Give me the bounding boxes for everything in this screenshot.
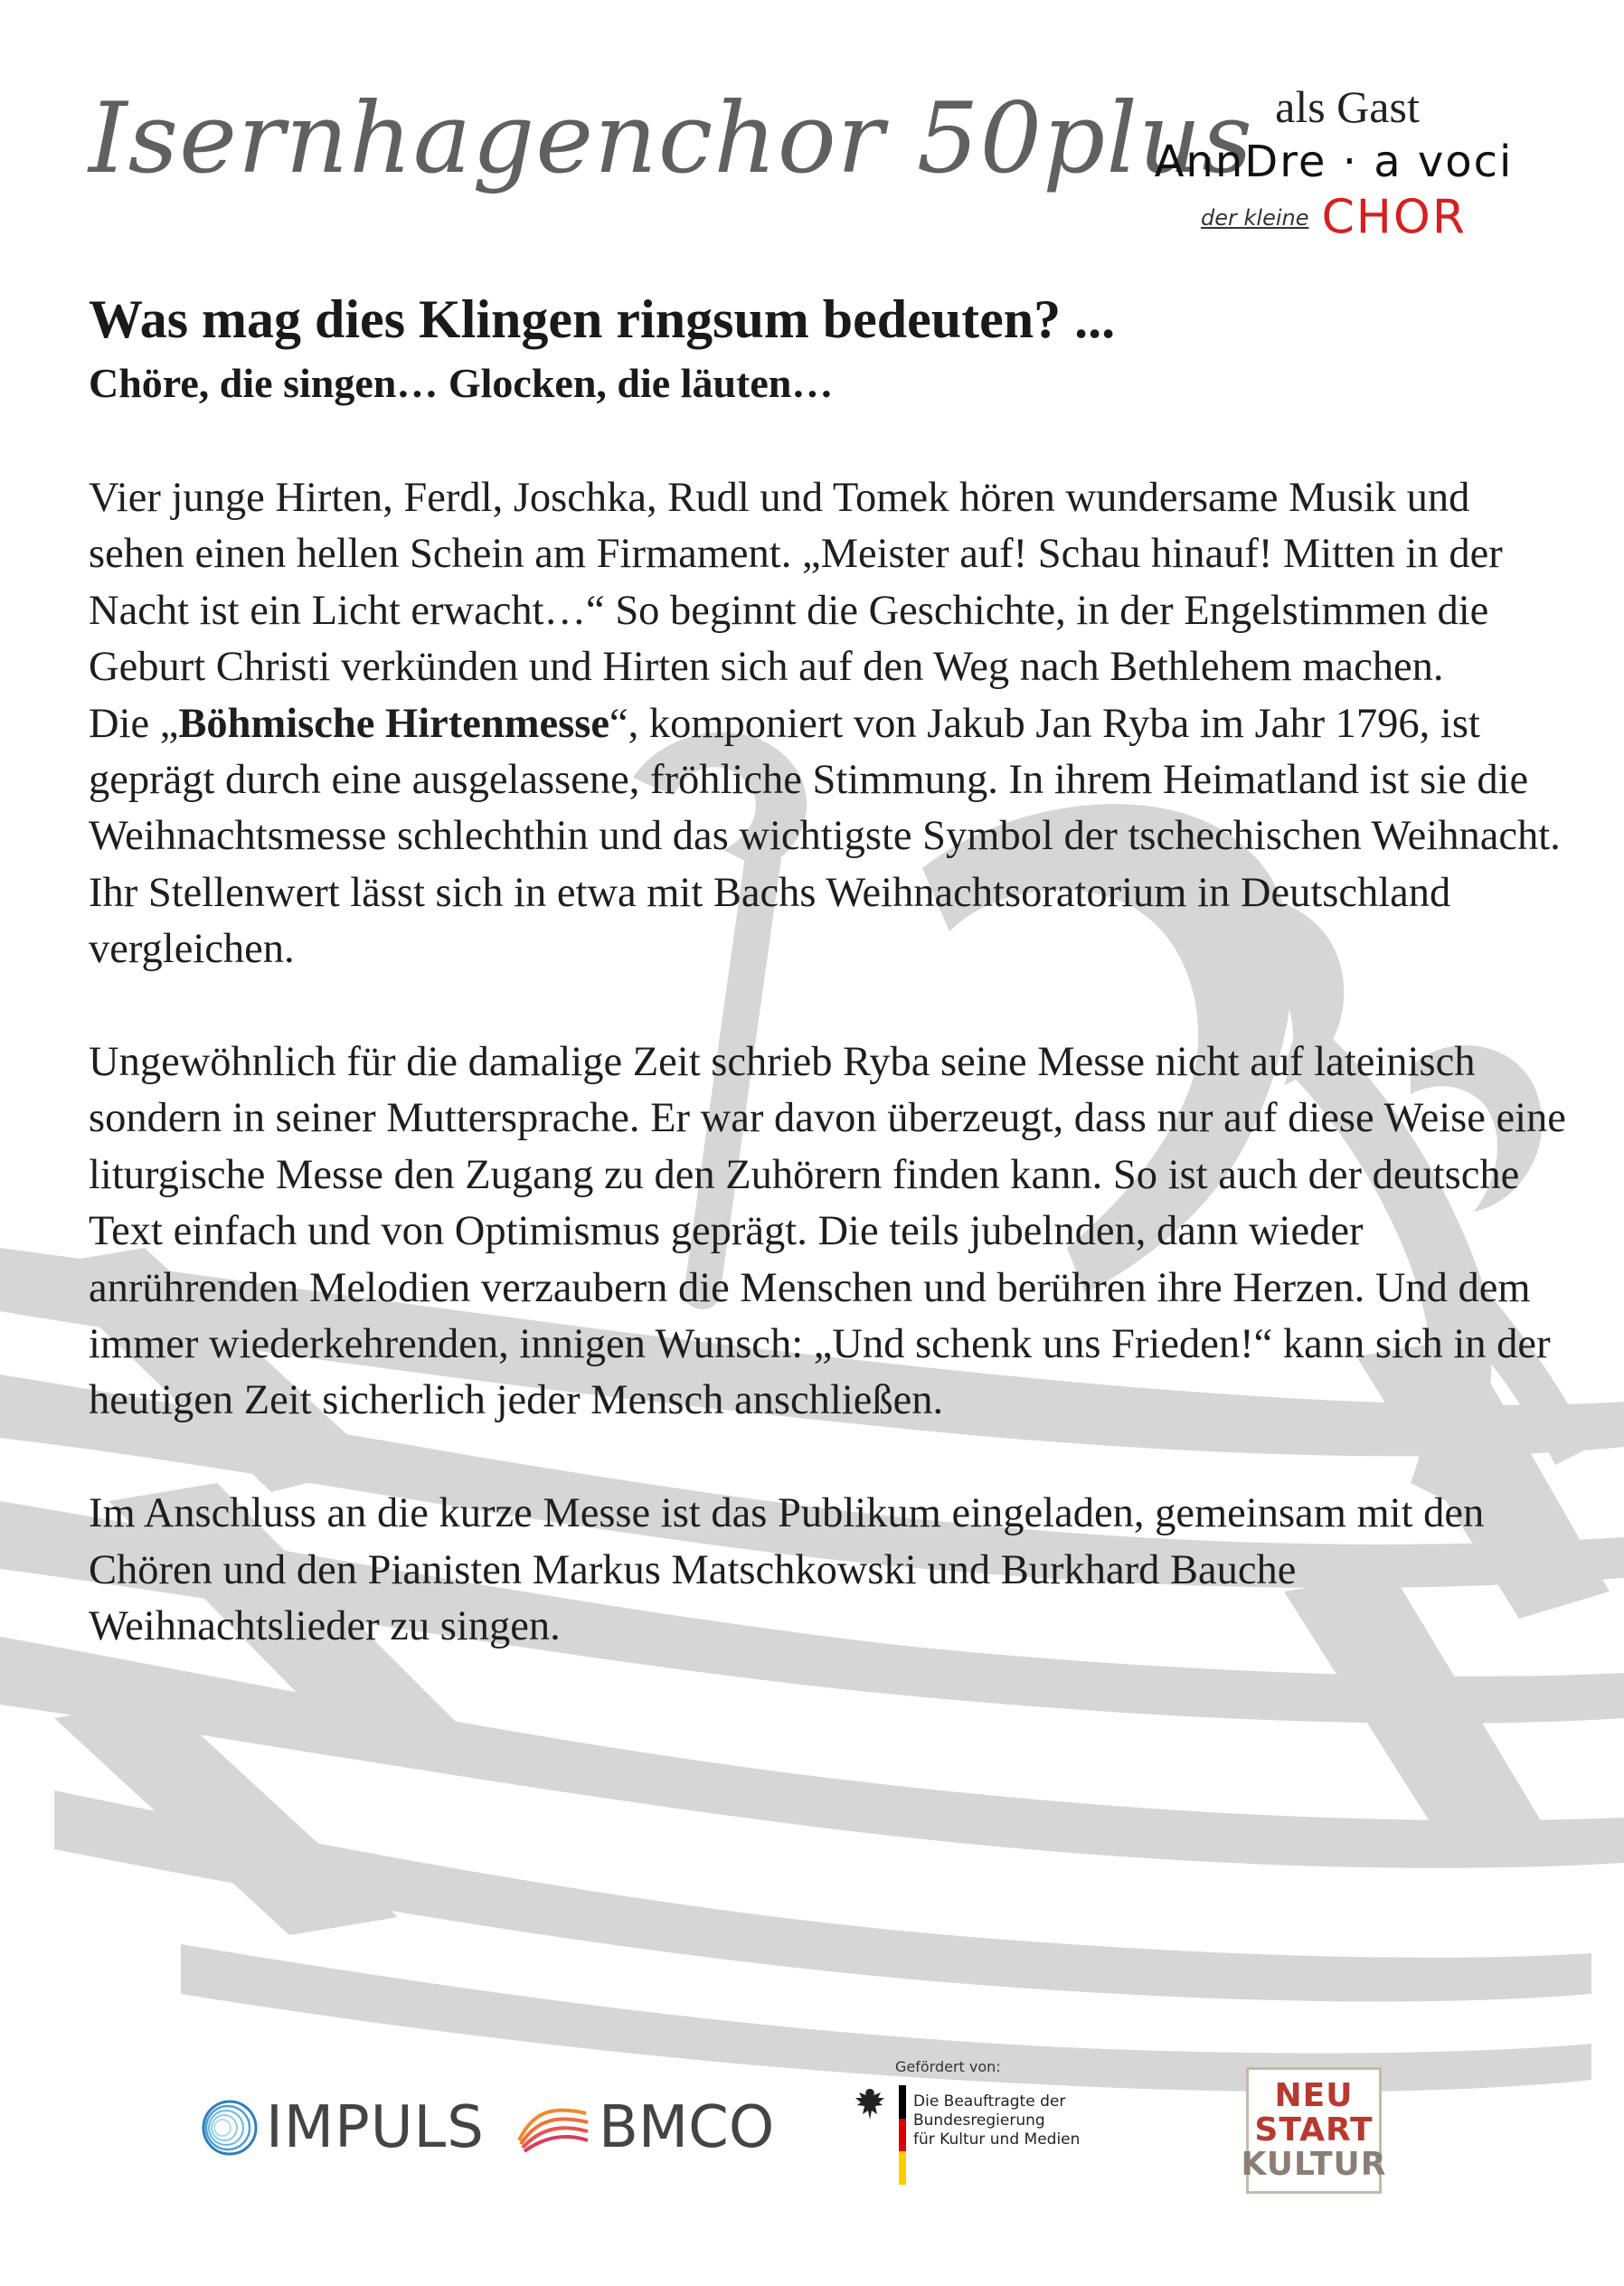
guest-intro: als Gast: [1275, 81, 1420, 132]
neustart-line-3: KULTUR: [1241, 2146, 1387, 2183]
bkm-logo: [854, 2085, 1176, 2185]
guest-choir-subtitle: [1135, 190, 1533, 245]
article-body: [89, 470, 1572, 1656]
impuls-logo: [201, 2094, 485, 2161]
guest-choir-name: AnnDre · a voci: [1154, 137, 1514, 187]
choir-name-logo: Isernhagenchor 50plus: [89, 82, 1253, 195]
bkm-line-1: Die Beauftragte der Bundesregierung: [913, 2092, 1066, 2130]
mass-title: Böhmische Hirtenmesse: [178, 700, 609, 747]
paragraph-2-prefix: Die „: [89, 700, 179, 747]
federal-eagle-icon: [854, 2085, 886, 2125]
german-flag-stripe: [899, 2085, 906, 2185]
paragraph-spacer: [89, 978, 1572, 1034]
bmco-wordmark: BMCO: [599, 2094, 775, 2161]
paragraph-2-rest: “, komponiert von Jakub Jan Ryba im Jahr 1796, ist geprägt durch eine ausgelassene, fröhliche Stimmung. In ihrem Heimatland ist sie die Weihnachtsmesse schlechthin und das wichtigste Symbol der tschechischen Weihnacht.: [89, 700, 1561, 860]
impuls-ring-icon: [201, 2099, 259, 2157]
neustart-line-2: START: [1254, 2111, 1374, 2149]
bmco-wave-icon: [515, 2101, 591, 2155]
bkm-text: [913, 2085, 1176, 2149]
subheadline: Chöre, die singen… Glocken, die läuten…: [89, 360, 834, 406]
guest-subtitle-small: der kleine: [1201, 204, 1309, 231]
guest-choir-block: [1135, 80, 1533, 245]
guest-subtitle-chor: CHOR: [1321, 190, 1467, 245]
bkm-line-2: für Kultur und Medien: [913, 2130, 1081, 2149]
funded-by-label: Gefördert von:: [895, 2058, 1001, 2075]
paragraph-2: [89, 696, 1572, 865]
neustart-line-1: NEU: [1274, 2077, 1354, 2114]
paragraph-1: Vier junge Hirten, Ferdl, Joschka, Rudl und Tomek hören wundersame Musik und sehen einen hellen Schein am Firmament. „Meister auf! Schau hinauf! Mitten in der Nacht ist ein Licht erwacht…“ So beginnt die Geschichte, in der Engelstimmen die Geburt Christi verkünden und Hirten sich auf den Weg nach Bethlehem machen.: [89, 475, 1503, 691]
paragraph-4: Ungewöhnlich für die damalige Zeit schrieb Ryba seine Messe nicht auf lateinisch sondern in seiner Muttersprache. Er war davon überzeugt, dass nur auf diese Weise eine liturgische Messe den Zugang zu den Zuhörern finden kann. So ist auch der deutsche Text einfach und von Optimismus geprägt. Die teils jubelnden, dann wieder anrührenden Melodien verzaubern die Menschen und berühren ihre Herzen. Und dem immer wiederkehrenden, innigen Wunsch: „Und schenk uns Frieden!“ kann sich in der heutigen Zeit sicherlich jeder Mensch anschließen.: [89, 1039, 1566, 1424]
paragraph-spacer: [89, 1430, 1572, 1486]
headline: Was mag dies Klingen ringsum bedeuten? ...: [89, 289, 1116, 349]
paragraph-3: Ihr Stellenwert lässt sich in etwa mit Bachs Weihnachtsoratorium in Deutschland vergleichen.: [89, 869, 1451, 973]
paragraph-5: Im Anschluss an die kurze Messe ist das Publikum eingeladen, gemeinsam mit den Chören und den Pianisten Markus Matschkowski und Burkhard Bauche Weihnachtslieder zu singen.: [89, 1490, 1485, 1650]
impuls-wordmark: IMPULS: [266, 2094, 485, 2161]
neustart-kultur-logo: [1241, 2067, 1387, 2194]
bmco-logo: [515, 2094, 774, 2161]
